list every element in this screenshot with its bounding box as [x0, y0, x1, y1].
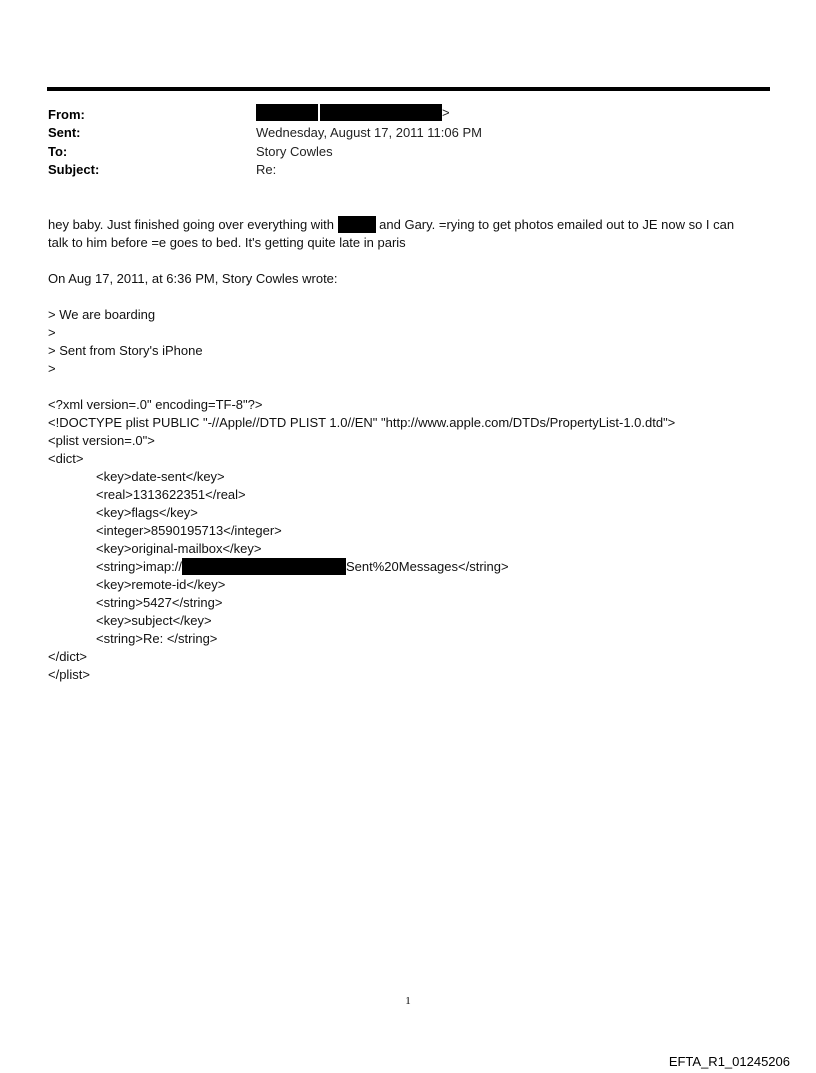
bates-number: EFTA_R1_01245206	[668, 1054, 790, 1069]
redaction-box	[338, 216, 376, 233]
page-number: 1	[405, 995, 411, 1007]
plist-line: <integer>8590195713</integer>	[96, 523, 282, 538]
plist-line: <!DOCTYPE plist PUBLIC "-//Apple//DTD PLIST 1.0//EN" "http://www.apple.com/DTDs/PropertyList-1.0.dtd">	[48, 415, 676, 430]
subject-label: Subject:	[48, 162, 100, 177]
sent-label: Sent:	[48, 125, 81, 140]
redaction-box	[182, 558, 346, 575]
from-label: From:	[48, 107, 85, 122]
redaction-box	[320, 104, 442, 121]
message-line	[48, 216, 768, 234]
message-text: hey baby. Just finished going over everything with	[48, 217, 338, 232]
plist-line	[48, 558, 768, 576]
plist-line: <key>flags</key>	[96, 505, 198, 520]
quoted-line: >	[48, 361, 56, 376]
from-tail: >	[442, 105, 450, 120]
message-body	[48, 216, 768, 684]
plist-line: </dict>	[48, 649, 88, 664]
sent-value: Wednesday, August 17, 2011 11:06 PM	[256, 125, 482, 140]
quoted-line: > Sent from Story's iPhone	[48, 343, 203, 358]
header-rule	[47, 87, 770, 91]
redaction-box	[256, 104, 318, 121]
plist-line: <key>remote-id</key>	[96, 577, 226, 592]
plist-line: <dict>	[48, 451, 84, 466]
message-line: talk to him before =e goes to bed. It's getting quite late in paris	[48, 235, 406, 250]
to-label: To:	[48, 144, 68, 159]
plist-line: <string>Re: </string>	[96, 631, 218, 646]
from-value	[256, 104, 450, 122]
plist-line: <?xml version=.0" encoding=TF-8"?>	[48, 397, 263, 412]
plist-line: <key>subject</key>	[96, 613, 212, 628]
to-value: Story Cowles	[256, 144, 333, 159]
plist-text: <string>imap://	[96, 559, 182, 574]
quote-intro: On Aug 17, 2011, at 6:36 PM, Story Cowles wrote:	[48, 271, 338, 286]
quoted-line: >	[48, 325, 56, 340]
plist-line: <string>5427</string>	[96, 595, 223, 610]
plist-line: <real>1313622351</real>	[96, 487, 246, 502]
plist-text: Sent%20Messages</string>	[346, 559, 509, 574]
subject-value: Re:	[256, 162, 277, 177]
quoted-line: > We are boarding	[48, 307, 156, 322]
plist-line: </plist>	[48, 667, 90, 682]
message-text: and Gary. =rying to get photos emailed out to JE now so I can	[375, 217, 735, 232]
plist-line: <key>date-sent</key>	[96, 469, 225, 484]
plist-line: <key>original-mailbox</key>	[96, 541, 262, 556]
plist-line: <plist version=.0">	[48, 433, 155, 448]
